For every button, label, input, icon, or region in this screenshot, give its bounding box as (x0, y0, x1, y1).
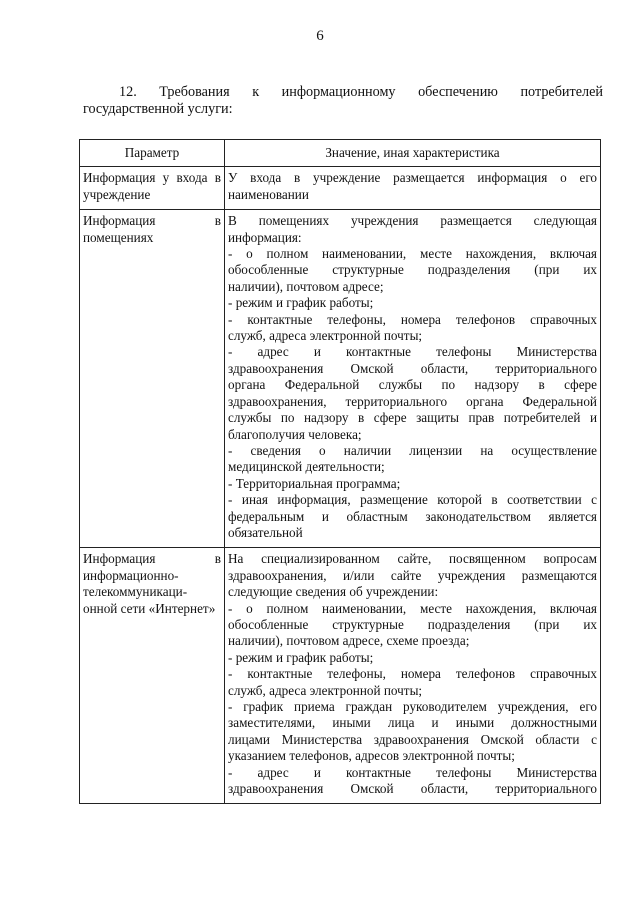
value-line: обособленные структурные подразделения (при их (228, 262, 597, 278)
value-line: - контактные телефоны, номера телефонов справочных (228, 311, 597, 327)
value-line: здравоохранения Омской области, территориального (228, 781, 597, 797)
value-line: следующие сведения об учреждении: (228, 584, 439, 600)
value-line: информация: (228, 229, 302, 245)
value-line: лицами Министерства здравоохранения Омской области с (228, 731, 597, 747)
value-line: здравоохранения Омской области, территориального (228, 360, 597, 376)
param-cell: Информация в информационно-телекоммуникаци-онной сети «Интернет» (80, 548, 225, 804)
table-row-internet (80, 548, 601, 804)
value-cell (225, 167, 601, 210)
value-line: здравоохранения, территориального органа Федеральной (228, 393, 597, 409)
header-parameter: Параметр (80, 140, 225, 167)
requirements-table (79, 139, 601, 804)
value-line: благополучия человека; (228, 426, 362, 442)
value-line: федеральным и областным законодательством является (228, 508, 597, 524)
value-line: - контактные телефоны, номера телефонов справочных (228, 666, 597, 682)
value-line: органа Федеральной службы по надзору в сфере (228, 377, 597, 393)
value-line: служб, адреса электронной почты; (228, 682, 423, 698)
value-line: служб, адреса электронной почты; (228, 328, 423, 344)
value-line: обязательной (228, 524, 303, 540)
value-line: указанием телефонов, адресов электронной почты; (228, 748, 515, 764)
table-row-premises (80, 210, 601, 548)
value-line: обособленные структурные подразделения (при их (228, 616, 597, 632)
header-value: Значение, иная характеристика (225, 140, 601, 167)
value-line: медицинской деятельности; (228, 459, 385, 475)
value-line: - адрес и контактные телефоны Министерства (228, 764, 597, 780)
table-row-entrance (80, 167, 601, 210)
value-line: На специализированном сайте, посвященном вопросам (228, 551, 597, 567)
value-line: - Территориальная программа; (228, 475, 401, 491)
section-heading (83, 84, 603, 118)
value-line: - о полном наименовании, месте нахождения, включая (228, 246, 597, 262)
value-line: - режим и график работы; (228, 649, 374, 665)
value-line: наличии), почтовом адресе, схеме проезда; (228, 633, 470, 649)
value-line: наличии), почтовом адресе; (228, 278, 384, 294)
param-cell: Информация в помещениях (80, 210, 225, 548)
section-heading-line2: государственной услуги: (83, 101, 233, 117)
value-line: - адрес и контактные телефоны Министерства (228, 344, 597, 360)
value-line: здравоохранения, и/или сайте учреждения размещаются (228, 567, 597, 583)
value-line: наименовании (228, 186, 309, 202)
value-cell (225, 548, 601, 804)
value-line: - о полном наименовании, месте нахождения, включая (228, 600, 597, 616)
param-cell: Информация у входа в учреждение (80, 167, 225, 210)
value-line: - сведения о наличии лицензии на осуществление (228, 442, 597, 458)
value-line: У входа в учреждение размещается информация о его (228, 170, 597, 186)
value-line: - график приема граждан руководителем учреждения, его (228, 699, 597, 714)
value-line: В помещениях учреждения размещается следующая (228, 213, 597, 229)
page-number: 6 (316, 28, 324, 44)
value-cell (225, 210, 601, 548)
table-header-row (80, 140, 601, 167)
value-line: заместителями, иными лица и иными должностными (228, 715, 597, 731)
value-line: - иная информация, размещение которой в соответствии с (228, 492, 597, 508)
value-line: - режим и график работы; (228, 295, 374, 311)
value-line: службы по надзору в сфере защиты прав потребителей и (228, 410, 597, 426)
section-heading-line1: 12. Требования к информационному обеспечению потребителей (119, 84, 603, 100)
